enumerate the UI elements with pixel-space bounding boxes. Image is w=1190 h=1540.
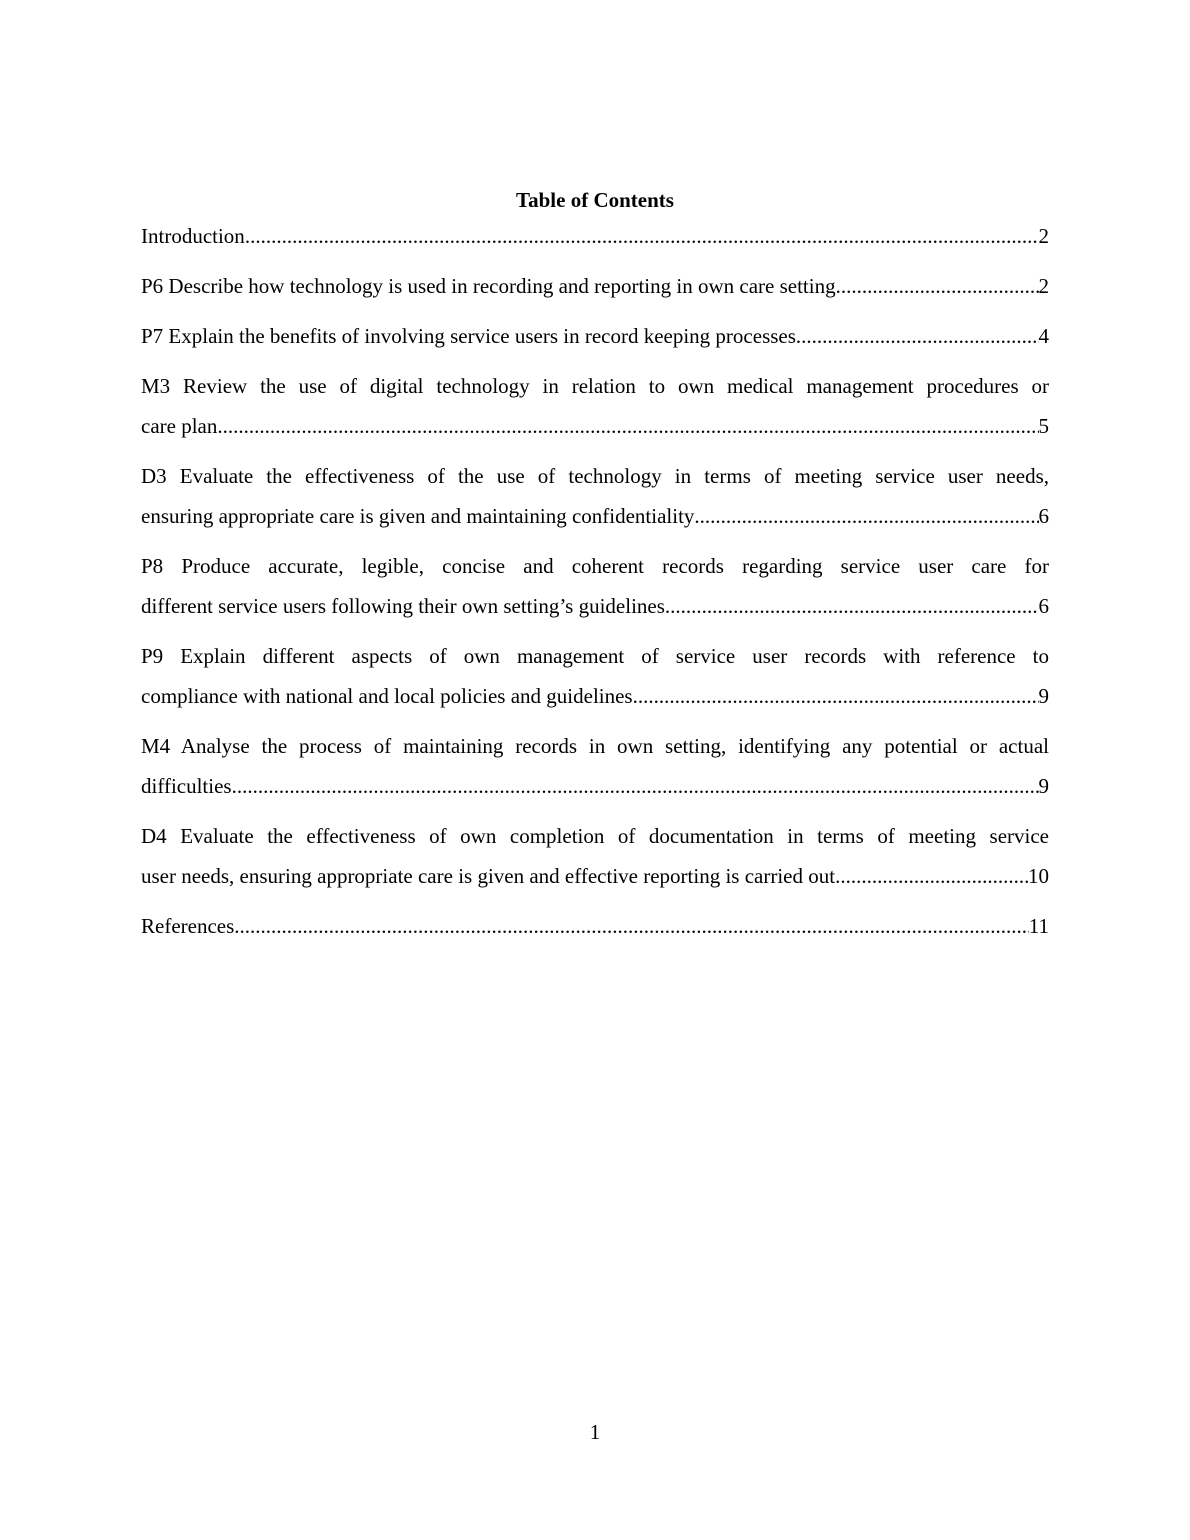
toc-entry-title: care plan (141, 414, 218, 438)
toc-entry[interactable] (141, 366, 1049, 446)
toc-entry-page-number: 2 (1038, 224, 1049, 248)
toc-entry-title-line: D3 Evaluate the effectiveness of the use of technology in terms of meeting service user needs, (141, 464, 1049, 488)
toc-entry-page-number: 11 (1028, 914, 1049, 938)
toc-entry-page-number: 6 (1038, 504, 1049, 528)
toc-dot-leader (796, 316, 1039, 356)
toc-entry[interactable] (141, 266, 1049, 306)
toc-entry[interactable] (141, 456, 1049, 536)
toc-entry-title: ensuring appropriate care is given and maintaining confidentiality (141, 504, 695, 528)
toc-entry-page-number: 2 (1038, 274, 1049, 298)
toc-entry-title: difficulties (141, 774, 232, 798)
toc-dot-leader (234, 906, 1028, 946)
toc-dot-leader (835, 856, 1028, 896)
toc-dot-leader (665, 586, 1039, 626)
toc-list (141, 216, 1049, 956)
toc-entry-title-line: M4 Analyse the process of maintaining records in own setting, identifying any potential or actual (141, 734, 1049, 758)
toc-entry-title: user needs, ensuring appropriate care is given and effective reporting is carried out (141, 864, 836, 888)
toc-entry-leader-line (141, 316, 1049, 356)
toc-entry-title: different service users following their own setting’s guidelines (141, 594, 665, 618)
toc-entry-leader-line (141, 586, 1049, 626)
toc-entry[interactable] (141, 906, 1049, 946)
toc-entry[interactable] (141, 216, 1049, 256)
toc-entry-leader-line (141, 856, 1049, 896)
toc-entry[interactable] (141, 316, 1049, 356)
toc-entry-page-number: 9 (1038, 774, 1049, 798)
toc-dot-leader (245, 216, 1039, 256)
toc-title: Table of Contents (516, 188, 674, 212)
toc-entry-page-number: 9 (1038, 684, 1049, 708)
toc-entry-leader-line (141, 906, 1049, 946)
toc-entry[interactable] (141, 636, 1049, 716)
toc-entry-title-line: D4 Evaluate the effectiveness of own completion of documentation in terms of meeting service (141, 824, 1049, 848)
toc-entry-title-line: P8 Produce accurate, legible, concise and coherent records regarding service user care for (141, 554, 1049, 578)
toc-entry-title-line: P9 Explain different aspects of own management of service user records with reference to (141, 644, 1049, 668)
toc-dot-leader (217, 406, 1038, 446)
toc-dot-leader (694, 496, 1038, 536)
toc-entry-leader-line (141, 406, 1049, 446)
toc-entry-page-number: 6 (1038, 594, 1049, 618)
toc-entry-leader-line (141, 766, 1049, 806)
toc-entry-title: P6 Describe how technology is used in recording and reporting in own care setting (141, 274, 836, 298)
toc-entry-page-number: 5 (1038, 414, 1049, 438)
toc-entry[interactable] (141, 816, 1049, 896)
toc-entry-page-number: 4 (1038, 324, 1049, 348)
toc-entry[interactable] (141, 726, 1049, 806)
toc-entry-title: References (141, 914, 235, 938)
toc-entry-page-number: 10 (1028, 864, 1049, 888)
toc-dot-leader (633, 676, 1039, 716)
toc-entry-title-line: M3 Review the use of digital technology in relation to own medical management procedures or (141, 374, 1049, 398)
page-number: 1 (589, 1420, 601, 1444)
toc-entry-title: Introduction (141, 224, 245, 248)
toc-dot-leader (836, 266, 1039, 306)
toc-dot-leader (232, 766, 1039, 806)
toc-entry[interactable] (141, 546, 1049, 626)
toc-entry-leader-line (141, 266, 1049, 306)
toc-entry-leader-line (141, 496, 1049, 536)
toc-entry-leader-line (141, 216, 1049, 256)
toc-entry-title: compliance with national and local policies and guidelines (141, 684, 633, 708)
toc-entry-title: P7 Explain the benefits of involving service users in record keeping processes (141, 324, 796, 348)
toc-entry-leader-line (141, 676, 1049, 716)
